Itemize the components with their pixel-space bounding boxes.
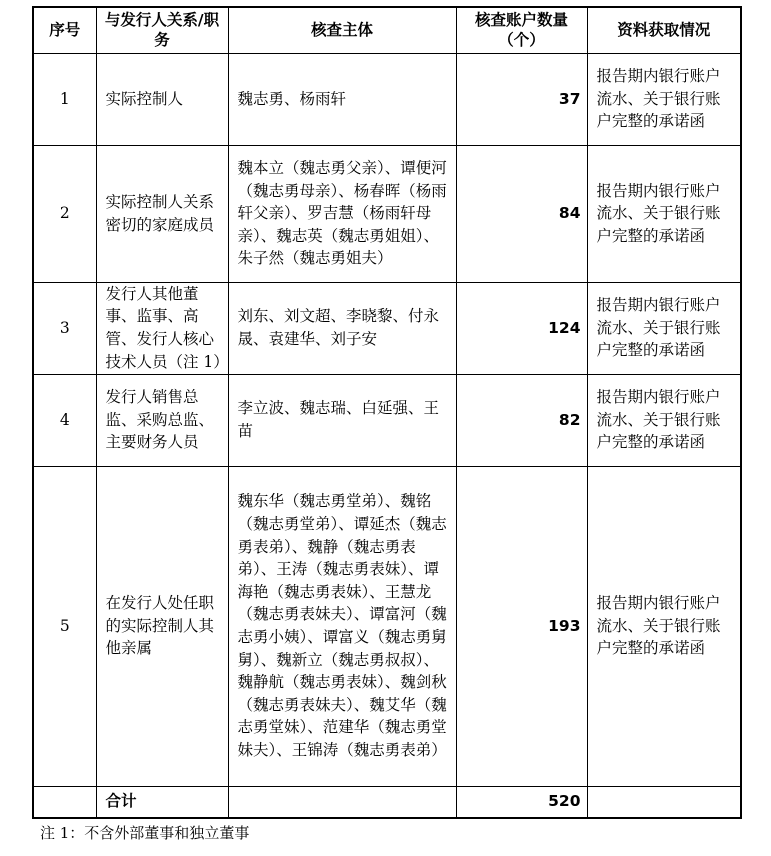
total-source bbox=[587, 786, 741, 818]
table-row bbox=[33, 282, 741, 374]
verification-table bbox=[32, 6, 742, 819]
row-index: 4 bbox=[33, 374, 96, 466]
row-count: 124 bbox=[456, 282, 587, 374]
row-relation: 发行人其他董事、监事、高管、发行人核心技术人员（注 1） bbox=[96, 282, 228, 374]
total-label: 合计 bbox=[96, 786, 228, 818]
row-count: 84 bbox=[456, 145, 587, 282]
row-count: 82 bbox=[456, 374, 587, 466]
row-relation: 在发行人处任职的实际控制人其他亲属 bbox=[96, 466, 228, 786]
footnote: 注 1：不含外部董事和独立董事 bbox=[40, 824, 250, 842]
row-count: 37 bbox=[456, 53, 587, 145]
row-source: 报告期内银行账户流水、关于银行账户完整的承诺函 bbox=[587, 282, 741, 374]
total-count: 520 bbox=[456, 786, 587, 818]
row-relation: 实际控制人关系密切的家庭成员 bbox=[96, 145, 228, 282]
row-subjects: 魏本立（魏志勇父亲）、谭便河（魏志勇母亲）、杨春晖（杨雨轩父亲）、罗吉慧（杨雨轩母亲）、魏志英（魏志勇姐姐）、朱子然（魏志勇姐夫） bbox=[228, 145, 456, 282]
row-subjects: 魏志勇、杨雨轩 bbox=[228, 53, 456, 145]
row-count: 193 bbox=[456, 466, 587, 786]
total-row bbox=[33, 786, 741, 818]
row-source: 报告期内银行账户流水、关于银行账户完整的承诺函 bbox=[587, 145, 741, 282]
row-subjects: 魏东华（魏志勇堂弟）、魏铭（魏志勇堂弟）、谭延杰（魏志勇表弟）、魏静（魏志勇表弟）、王涛（魏志勇表妹）、谭海艳（魏志勇表妹）、王慧龙（魏志勇表妹夫）、谭富河（魏志勇小姨）、谭富义（魏志勇舅舅）、魏新立（魏志勇叔叔）、魏静航（魏志勇表妹）、魏剑秋（魏志勇表妹夫）、魏艾华（魏志勇堂妹）、范建华（魏志勇堂妹夫）、王锦涛（魏志勇表弟） bbox=[228, 466, 456, 786]
table-row bbox=[33, 466, 741, 786]
row-source: 报告期内银行账户流水、关于银行账户完整的承诺函 bbox=[587, 374, 741, 466]
header-relation: 与发行人关系/职务 bbox=[96, 7, 228, 53]
row-index: 3 bbox=[33, 282, 96, 374]
table-row bbox=[33, 145, 741, 282]
header-subjects: 核查主体 bbox=[228, 7, 456, 53]
row-index: 5 bbox=[33, 466, 96, 786]
row-relation: 发行人销售总监、采购总监、主要财务人员 bbox=[96, 374, 228, 466]
table-header-row bbox=[33, 7, 741, 53]
row-relation: 实际控制人 bbox=[96, 53, 228, 145]
header-count: 核查账户数量（个） bbox=[456, 7, 587, 53]
row-subjects: 李立波、魏志瑞、白延强、王苗 bbox=[228, 374, 456, 466]
row-index: 2 bbox=[33, 145, 96, 282]
table-row bbox=[33, 374, 741, 466]
row-source: 报告期内银行账户流水、关于银行账户完整的承诺函 bbox=[587, 53, 741, 145]
row-subjects: 刘东、刘文超、李晓黎、付永晟、袁建华、刘子安 bbox=[228, 282, 456, 374]
row-source: 报告期内银行账户流水、关于银行账户完整的承诺函 bbox=[587, 466, 741, 786]
table-row bbox=[33, 53, 741, 145]
total-subjects bbox=[228, 786, 456, 818]
total-index bbox=[33, 786, 96, 818]
row-index: 1 bbox=[33, 53, 96, 145]
header-index: 序号 bbox=[33, 7, 96, 53]
header-source: 资料获取情况 bbox=[587, 7, 741, 53]
